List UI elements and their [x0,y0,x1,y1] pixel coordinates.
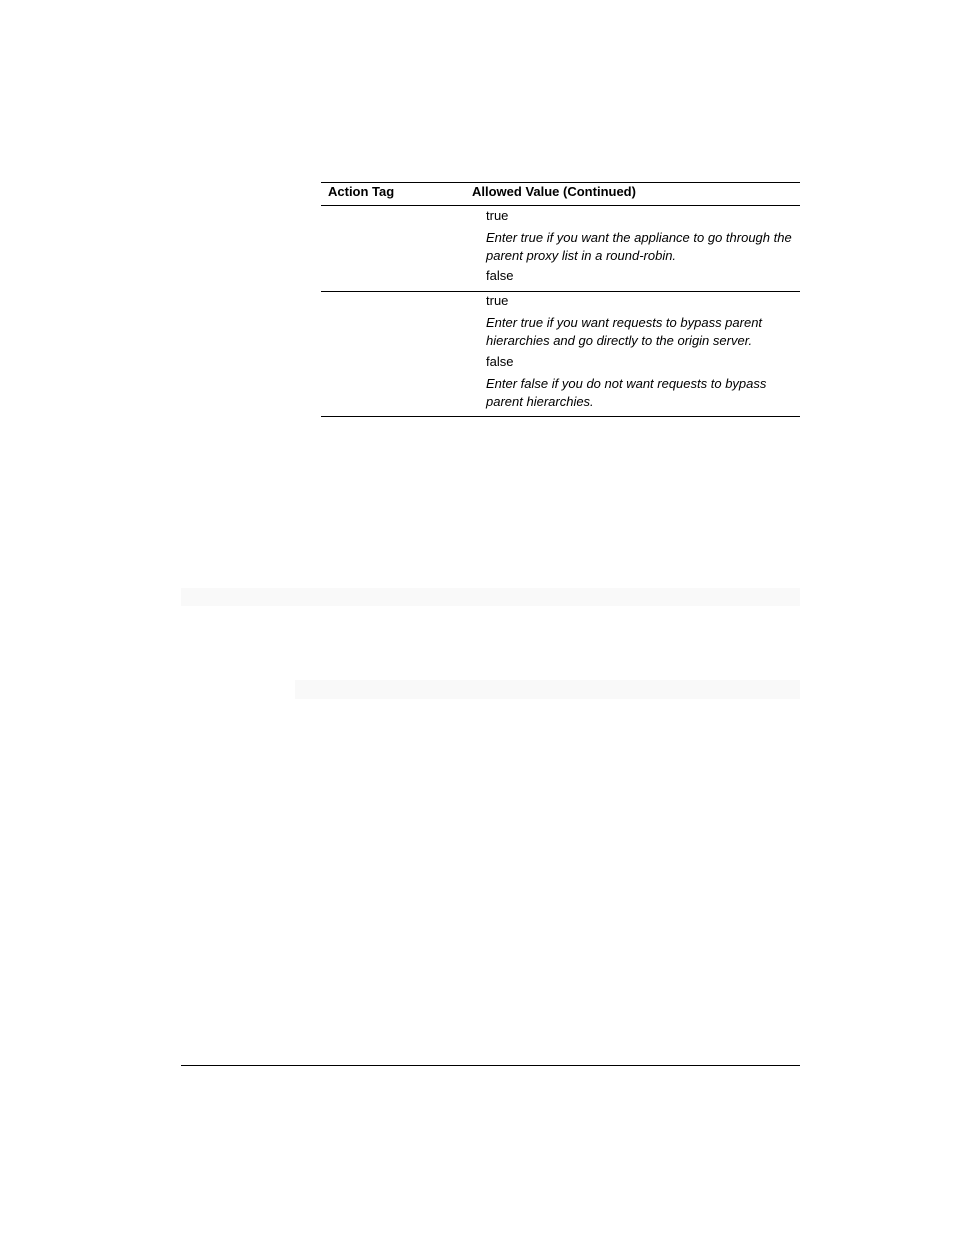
header-allowed-value: Allowed Value (Continued) [472,184,636,199]
row2-description-false: Enter false if you do not want requests to bypass parent hierarchies. [486,376,767,409]
table-bottom-rule [321,416,800,417]
row1-value-true: true [486,208,509,223]
row2-description-true: Enter true if you want requests to bypass parent hierarchies and go directly to the origin server. [486,315,763,348]
shaded-band [181,588,800,606]
row2-value-true: true [486,293,509,308]
header-action-tag: Action Tag [328,184,395,199]
row1-value-false: false [486,268,514,283]
row2-value-false: false [486,354,514,369]
footer-rule [181,1065,800,1066]
row1-description-true: Enter true if you want the appliance to go through the parent proxy list in a round-robin. [486,230,792,263]
header-bottom-rule [321,205,800,206]
table-top-rule [321,182,800,183]
shaded-band [295,680,800,699]
